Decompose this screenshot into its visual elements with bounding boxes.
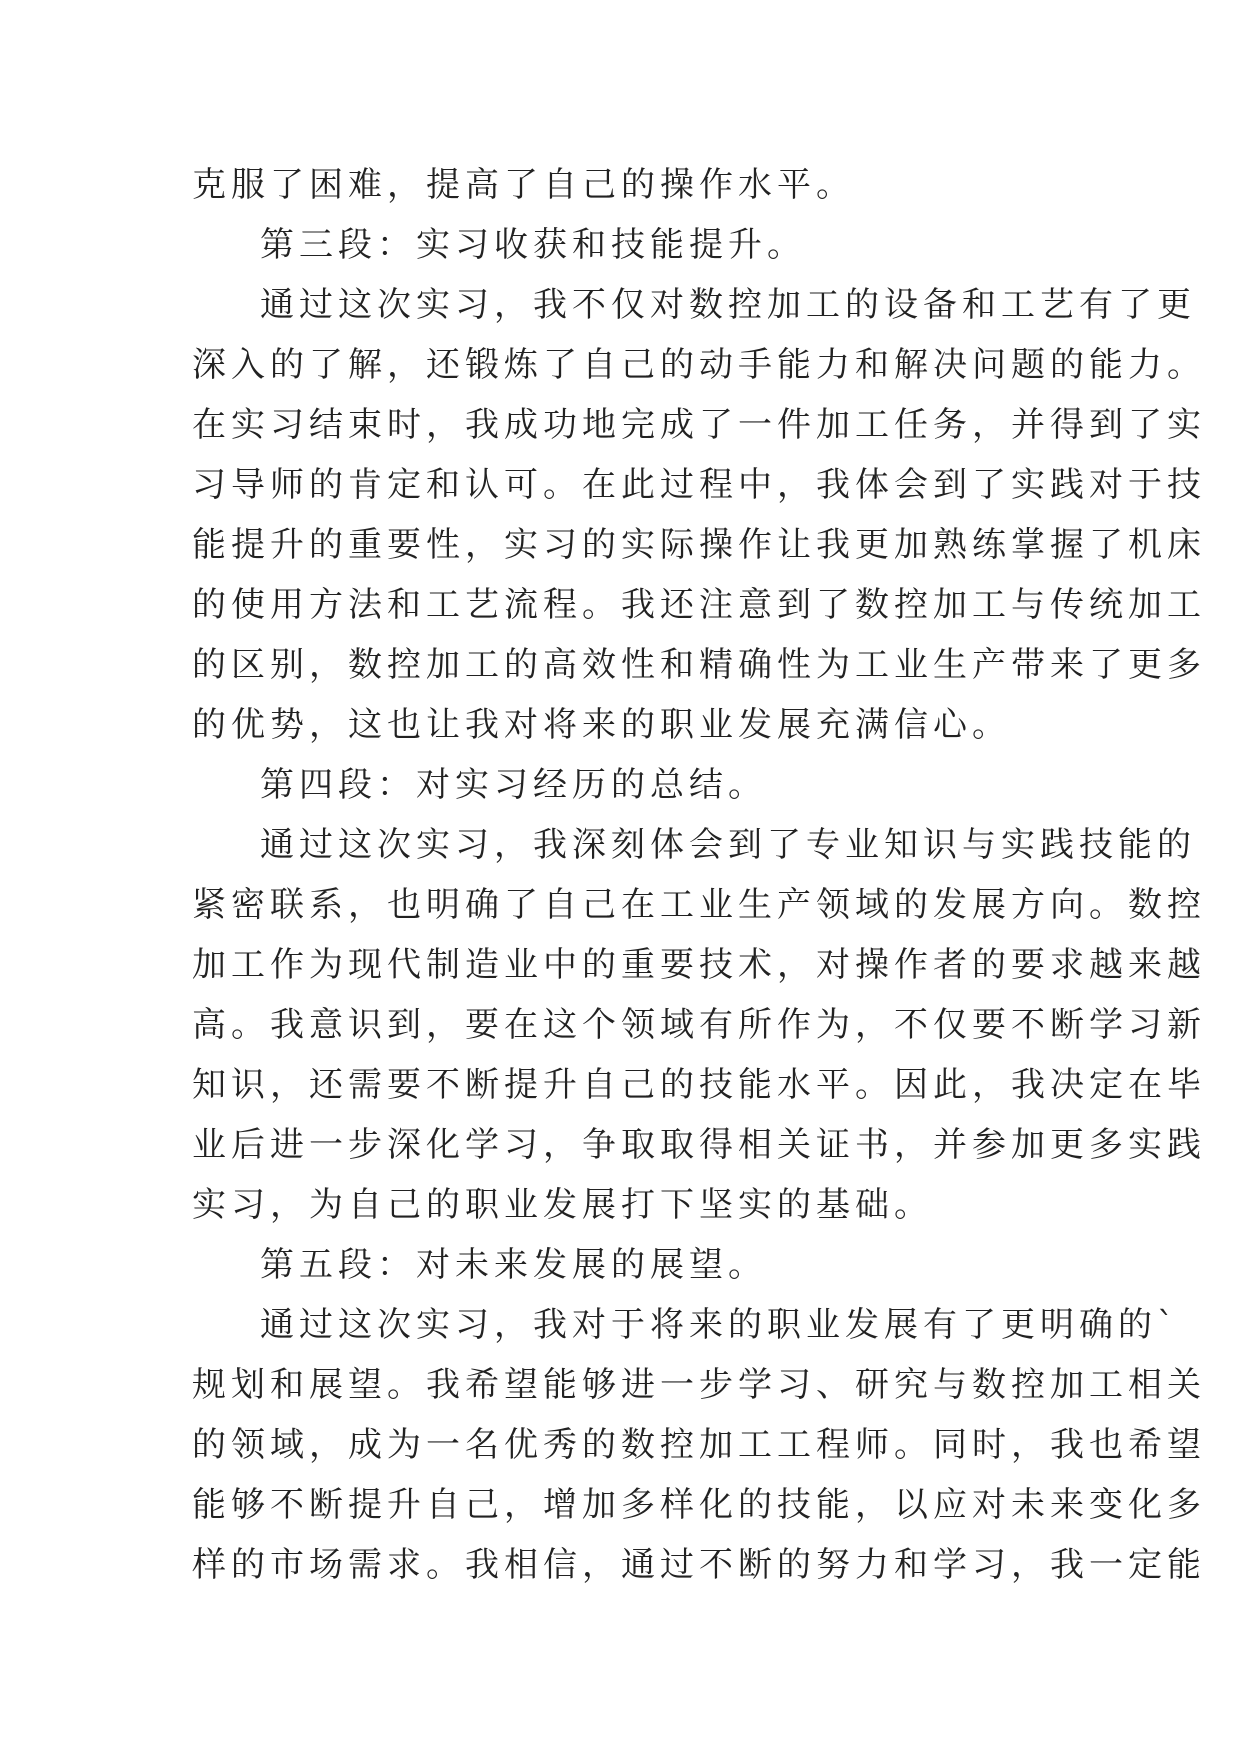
text-line: 能提升的重要性，实习的实际操作让我更加熟练掌握了机床 <box>192 525 1206 565</box>
text-line: 高。我意识到，要在这个领域有所作为，不仅要不断学习新 <box>192 1005 1206 1045</box>
text-line: 的使用方法和工艺流程。我还注意到了数控加工与传统加工 <box>192 585 1206 625</box>
text-line: 的优势，这也让我对将来的职业发展充满信心。 <box>192 705 1011 745</box>
text-line: 紧密联系，也明确了自己在工业生产领域的发展方向。数控 <box>192 885 1206 925</box>
text-line: 实习，为自己的职业发展打下坚实的基础。 <box>192 1185 933 1225</box>
text-line: 知识，还需要不断提升自己的技能水平。因此，我决定在毕 <box>192 1065 1206 1105</box>
text-line: 在实习结束时，我成功地完成了一件加工任务，并得到了实 <box>192 405 1206 445</box>
text-line: 规划和展望。我希望能够进一步学习、研究与数控加工相关 <box>192 1365 1206 1405</box>
section-heading-3: 第三段：实习收获和技能提升。 <box>260 225 806 265</box>
text-line: 样的市场需求。我相信，通过不断的努力和学习，我一定能 <box>192 1545 1206 1585</box>
text-line: 习导师的肯定和认可。在此过程中，我体会到了实践对于技 <box>192 465 1206 505</box>
text-line: 通过这次实习，我不仅对数控加工的设备和工艺有了更 <box>260 285 1196 325</box>
text-line: 业后进一步深化学习，争取取得相关证书，并参加更多实践 <box>192 1125 1206 1165</box>
text-line: 加工作为现代制造业中的重要技术，对操作者的要求越来越 <box>192 945 1206 985</box>
text-line: 通过这次实习，我对于将来的职业发展有了更明确的` <box>260 1305 1179 1345</box>
text-line: 克服了困难，提高了自己的操作水平。 <box>192 165 855 205</box>
text-line: 深入的了解，还锻炼了自己的动手能力和解决问题的能力。 <box>192 345 1206 385</box>
text-line: 能够不断提升自己，增加多样化的技能，以应对未来变化多 <box>192 1485 1206 1525</box>
section-heading-5: 第五段：对未来发展的展望。 <box>260 1245 767 1285</box>
text-line: 的区别，数控加工的高效性和精确性为工业生产带来了更多 <box>192 645 1206 685</box>
document-body <box>192 155 1206 1595</box>
text-line: 通过这次实习，我深刻体会到了专业知识与实践技能的 <box>260 825 1196 865</box>
text-line: 的领域，成为一名优秀的数控加工工程师。同时，我也希望 <box>192 1425 1206 1465</box>
section-heading-4: 第四段：对实习经历的总结。 <box>260 765 767 805</box>
